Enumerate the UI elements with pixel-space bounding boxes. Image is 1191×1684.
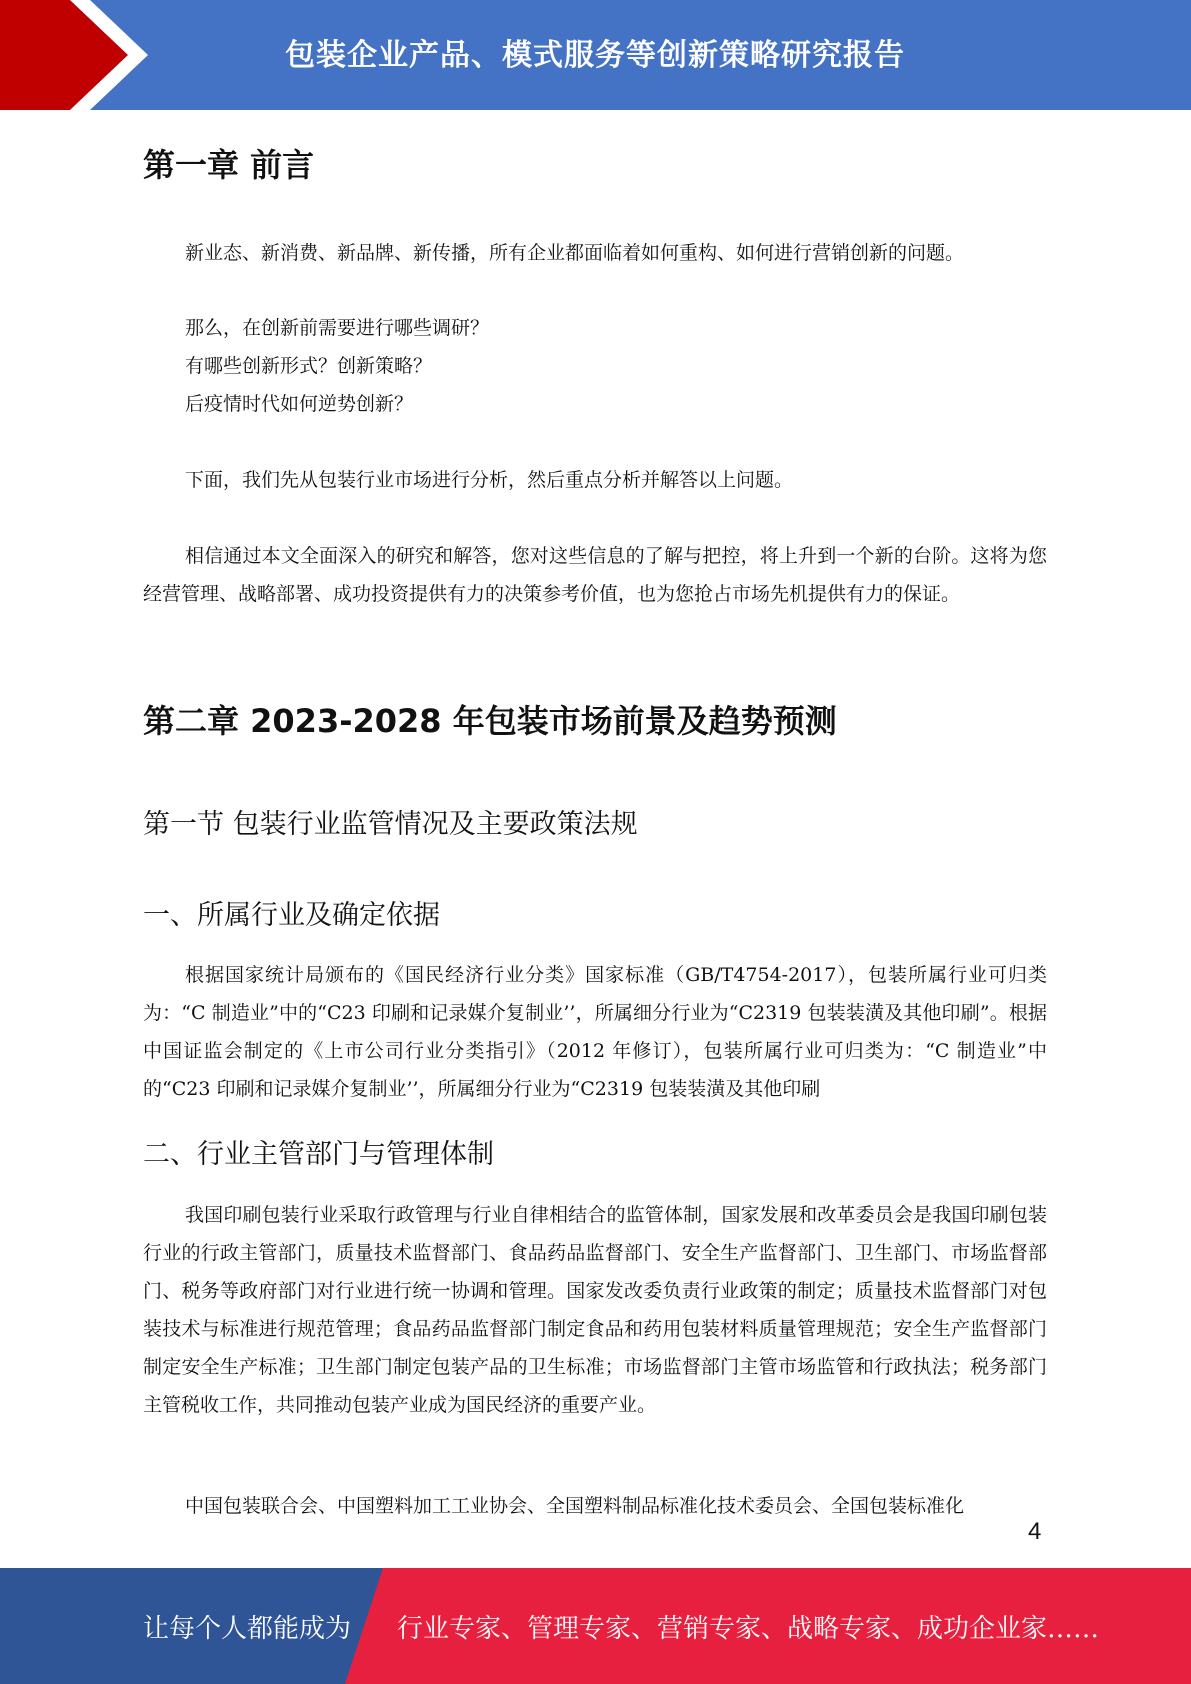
footer-slogan-left: 让每个人都能成为 (143, 1614, 352, 1644)
paragraph-analysis: 下面，我们先从包装行业市场进行分析，然后重点分析并解答以上问题。 (185, 469, 794, 491)
header-banner (0, 0, 1191, 110)
subsection-2-title: 二、行业主管部门与管理体制 (143, 1139, 494, 1170)
paragraph-intro: 新业态、新消费、新品牌、新传播，所有企业都面临着如何重构、如何进行营销创新的问题。 (185, 242, 965, 264)
red-arrow-decoration (0, 0, 160, 110)
chapter-2-title: 第二章 2023-2028 年包装市场前景及趋势预测 (143, 702, 837, 740)
footer-slogan-right: 行业专家、管理专家、营销专家、战略专家、成功企业家…… (397, 1614, 1100, 1644)
report-title: 包装企业产品、模式服务等创新策略研究报告 (285, 38, 905, 73)
subsection-1-paragraph: 根据国家统计局颁布的《国民经济行业分类》国家标准（GB/T4754-2017），包装所属行业可归类为：“C 制造业”中的“C23 印刷和记录媒介复制业’’，所属细分行业为“C2319 包装装潢及其他印刷”。根据中国证监会制定的《上市公司行业分类指引》（2012 年修订），包装所属行业可归类为：“C 制造业”中的“C23 印刷和记录媒介复制业’’，所属细分行业为“C2319 包装装潢及其他印刷 (143, 964, 1047, 1100)
subsection-1-title: 一、所属行业及确定依据 (143, 900, 440, 931)
question-3: 后疫情时代如何逆势创新？ (185, 393, 414, 415)
subsection-2-paragraph-1: 我国印刷包装行业采取行政管理与行业自律相结合的监管体制，国家发展和改革委员会是我国印刷包装行业的行政主管部门，质量技术监督部门、食品药品监督部门、安全生产监督部门、卫生部门、市场监督部门、税务等政府部门对行业进行统一协调和管理。国家发改委负责行业政策的制定；质量技术监督部门对包装技术与标准进行规范管理；食品药品监督部门制定食品和药用包装材料质量管理规范；安全生产监督部门制定安全生产标准；卫生部门制定包装产品的卫生标准；市场监督部门主管市场监管和行政执法；税务部门主管税收工作，共同推动包装产业成为国民经济的重要产业。 (143, 1204, 1047, 1416)
footer-banner (0, 1568, 1191, 1684)
page-number: 4 (1028, 1518, 1042, 1545)
paragraph-conclusion: 相信通过本文全面深入的研究和解答，您对这些信息的了解与把控，将上升到一个新的台阶。这将为您经营管理、战略部署、成功投资提供有力的决策参考价值，也为您抢占市场先机提供有力的保证。 (143, 545, 1047, 605)
question-1: 那么，在创新前需要进行哪些调研？ (185, 317, 490, 339)
chapter-1-title: 第一章 前言 (143, 146, 315, 184)
question-2: 有哪些创新形式？创新策略？ (185, 355, 433, 377)
section-1-title: 第一节 包装行业监管情况及主要政策法规 (143, 809, 638, 840)
subsection-2-paragraph-2: 中国包装联合会、中国塑料加工工业协会、全国塑料制品标准化技术委员会、全国包装标准化 (185, 1495, 965, 1517)
